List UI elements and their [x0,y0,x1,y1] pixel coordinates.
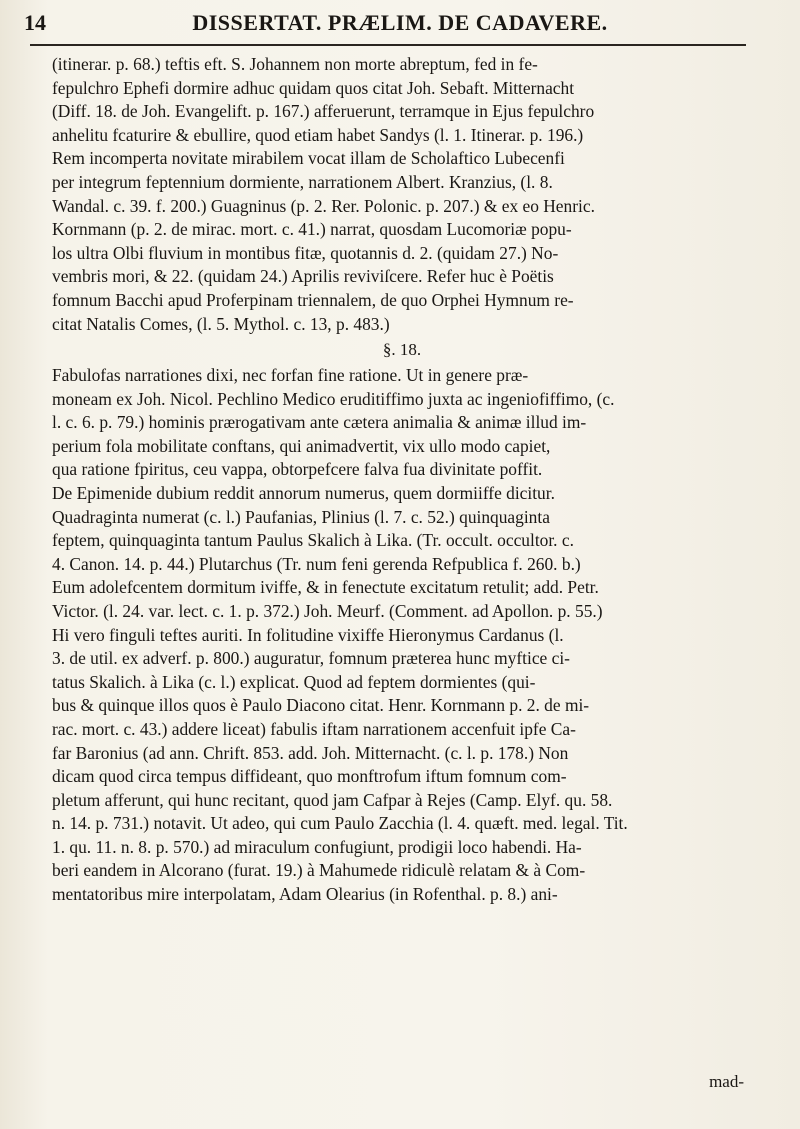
catchword: mad- [709,1072,744,1091]
section-mark: §. 18. [382,340,422,359]
running-title: DISSERTAT. PRÆLIM. DE CADAVERE. [192,10,608,35]
paragraph-1: (itinerar. p. 68.) teftis eft. S. Johannem non morte abreptum, fed in fe- fepulchro Ephefi dormire adhuc quidam quos citat Joh. Sebaft. Mitternacht (Diff. 18. de Joh. Evangelift. p. 167.) afferuerunt, terramque in Ejus fepulchro anhelitu fcaturire & ebullire, quod etiam habet Sandys (l. 1. Itinerar. p. 196.) Rem incomperta novitate mirabilem vocat illam de Scholaftico Lubecenfi per integrum feptennium dormiente, narrationem Albert. Kranzius, (l. 8. Wandal. c. 39. f. 200.) Guagninus (p. 2. Rer. Polonic. p. 207.) & ex eo Henric. Kornmann (p. 2. de mirac. mort. c. 41.) narrat, quosdam Lucomoriæ popu- los ultra Olbi fluvium in montibus fitæ, quotannis d. 2. (quidam 27.) No- vembris mori, & 22. (quidam 24.) Aprilis reviviſcere. Refer huc è Poëtis fomnum Bacchi apud Proferpinam triennalem, de quo Orphei Hymnum re- citat Natalis Comes, (l. 5. Mythol. c. 13, p. 483.) [52,54,595,334]
page-header [24,6,776,46]
paragraph-2: Fabulofas narrationes dixi, nec forfan fine ratione. Ut in genere præ- moneam ex Joh. Nicol. Pechlino Medico eruditiffimo juxta ac ingeniofiffimo, (c. l. c. 6. p. 79.) hominis prærogativam ante cætera animalia & animæ illud im- perium fola mobilitate conftans, qui animadvertit, vix ullo modo capiet, qua ratione fpiritus, ceu vappa, obtorpefcere falva fua divinitate poffit. De Epimenide dubium reddit annorum numerus, quem dormiiffe dicitur. Quadraginta numerat (c. l.) Paufanias, Plinius (l. 7. c. 52.) quinquaginta feptem, quinquaginta tantum Paulus Skalich à Lika. (Tr. occult. occultor. c. 4. Canon. 14. p. 44.) Plutarchus (Tr. num feni gerenda Refpublica f. 260. b.) Eum adolefcentem dormitum iviffe, & in fenectute excitatum retulit; add. Petr. Victor. (l. 24. var. lect. c. 1. p. 372.) Joh. Meurf. (Comment. ad Apollon. p. 55.) Hi vero finguli teftes auriti. In folitudine vixiffe Hieronymus Cardanus (l. 3. de util. ex adverf. p. 800.) auguratur, fomnum præterea hunc myftice ci- tatus Skalich. à Lika (c. l.) explicat. Quod ad feptem dormientes (qui- bus & quinque illos quos è Paulo Diacono citat. Henr. Kornmann p. 2. de mi- rac. mort. c. 43.) addere liceat) fabulis iftam narrationem accenfuit ipfe Ca- far Baronius (ad ann. Chrift. 853. add. Joh. Mitternacht. (c. l. p. 178.) Non dicam quod circa tempus diffideant, quo monftrofum iftum fomnum com- pletum afferunt, qui hunc recitant, quod jam Cafpar à Rejes (Camp. Elyf. qu. 58. n. 14. p. 731.) notavit. Ut adeo, qui cum Paulo Zacchia (l. 4. quæft. med. legal. Tit. 1. qu. 11. n. 8. p. 570.) ad miraculum confugiunt, prodigii loco habendi. Ha- beri eandem in Alcorano (furat. 19.) à Mahumede ridiculè relatam & à Com- mentatoribus mire interpolatam, Adam Olearius (in Rofenthal. p. 8.) ani- [52,365,628,905]
page-number: 14 [24,10,46,35]
header-rule [30,44,746,46]
